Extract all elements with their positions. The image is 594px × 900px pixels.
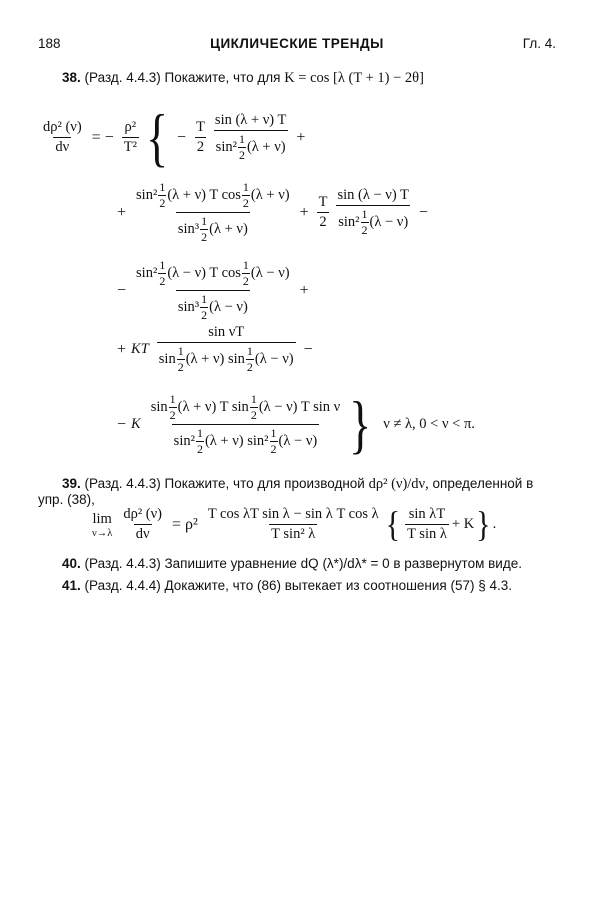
eq-row-3: − sin² $\frac{1}{2}$ (λ − ν) T cos $\frac{1}{2}$ (λ − ν) sin³ $\frac{1}{2}$ (λ − ν) + bbox=[117, 258, 309, 322]
problem-number: 39. bbox=[62, 476, 81, 491]
eq-row-1: $\frac{\text{dρ² (ν)}}{d\nu}$ = − $\frac{\text{ρ²}}{\text{T²}}$ { − $\frac{T}{2}$ sin (λ + ν) T sin² $\frac{1}{2}$ (λ + ν) + bbox=[43, 101, 306, 173]
problem-number: 38. bbox=[62, 70, 81, 85]
page-header bbox=[38, 36, 556, 56]
condition: ν ≠ λ, 0 < ν < π. bbox=[383, 416, 475, 432]
page-number: 188 bbox=[38, 36, 61, 51]
problem-text: (Разд. 4.4.3) Покажите, что для bbox=[84, 70, 281, 85]
right-brace: } bbox=[349, 388, 372, 460]
problem-38-statement bbox=[62, 70, 554, 87]
eq-row-5: − K sin $\frac{1}{2}$ (λ + ν) T sin $\frac{1}{2}$ (λ − ν) T sin ν sin² $\frac{1}{2}$ (λ + ν) sin² $\frac{1}{2}$ (λ − ν) } ν ≠ λ, 0 < ν < π. bbox=[117, 388, 475, 460]
problem-39-statement: 39. (Разд. 4.4.3) Покажите, что для производной dρ² (ν)/dν, определенной в bbox=[62, 476, 534, 492]
problem-41-statement: 41. (Разд. 4.4.4) Докажите, что (86) вытекает из соотношения (57) § 4.3. bbox=[62, 578, 513, 593]
problem-40-statement: 40. (Разд. 4.4.3) Запишите уравнение dQ (λ*)/dλ* = 0 в развернутом виде. bbox=[62, 556, 522, 571]
eq-row-4: + KT sin νT sin $\frac{1}{2}$ (λ + ν) sin $\frac{1}{2}$ (λ − ν) − bbox=[117, 324, 313, 374]
left-brace: { bbox=[145, 101, 169, 173]
equation-39: lim ν→λ $\frac{\text{dρ² (ν)}}{d\nu}$ = ρ² T cos λT sin λ − sin λ T cos λ T sin² λ { sin λT T sin λ + K } . bbox=[92, 504, 497, 544]
eq-row-2: + sin² $\frac{1}{2}$ (λ + ν) T cos $\frac{1}{2}$ (λ + ν) sin³ $\frac{1}{2}$ (λ + ν) + $\frac{T}{2}$ sin (λ − ν) T sin² $\frac{1}{2}$ (λ − ν) − bbox=[117, 180, 428, 244]
chapter-title: ЦИКЛИЧЕСКИЕ ТРЕНДЫ bbox=[210, 36, 384, 51]
lhs-fraction: $\frac{\text{dρ² (ν)}}{d\nu}$ bbox=[43, 119, 82, 155]
chapter-ref: Гл. 4. bbox=[522, 36, 556, 51]
formula-K: K = cos [λ (T + 1) − 2θ] bbox=[284, 70, 424, 86]
